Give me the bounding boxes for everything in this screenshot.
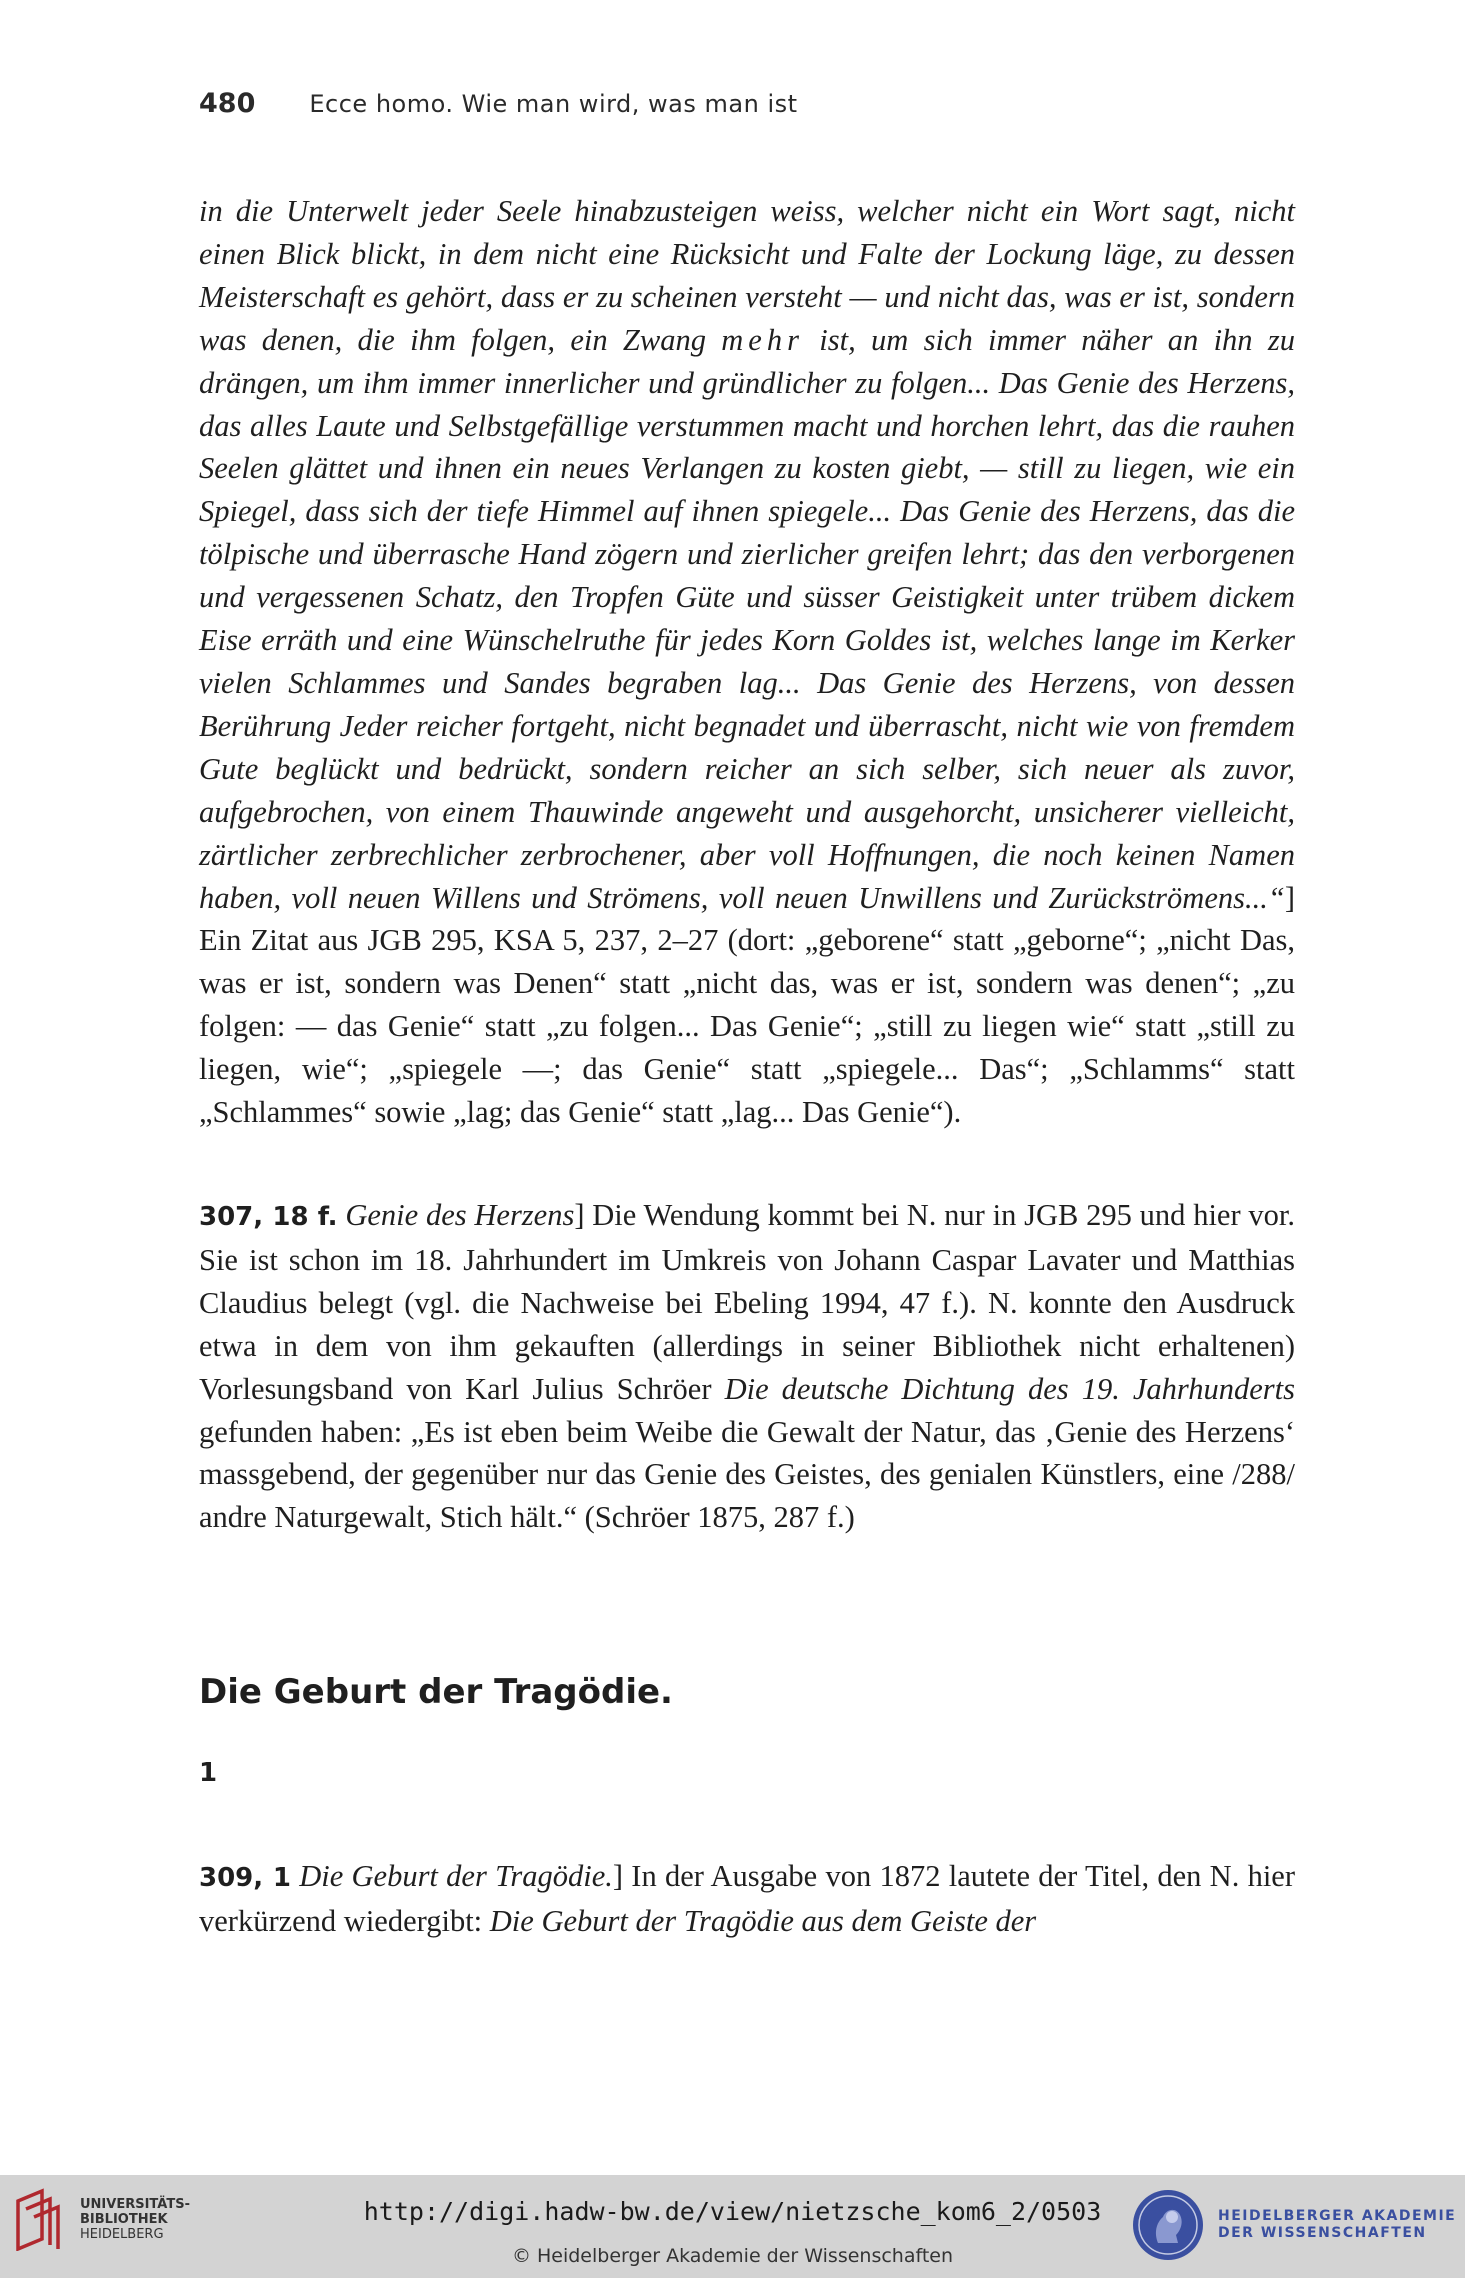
footer-bar [0, 2175, 1465, 2278]
copyright-notice: © Heidelberger Akademie der Wissenschaften [511, 2245, 954, 2267]
page-number: 480 [199, 88, 256, 119]
line-reference: 307, 18 f. [199, 1202, 338, 1232]
commentary-note [199, 1194, 1295, 1539]
page-header [199, 88, 798, 119]
academy-seal-icon [1130, 2187, 1206, 2263]
lemma: Die Geburt der Tragödie. [299, 1859, 613, 1893]
quotation-commentary: ] Ein Zitat aus JGB 295, KSA 5, 237, 2–27 (dort: „geborene“ statt „geborne“; „nicht Das, was er ist, sondern was Denen“ statt „nicht das, was er ist, sondern was denen“; „zu folgen: — das Genie“ statt „zu folgen... Das Genie“; „still zu liegen wie“ statt „still zu liegen, wie“; „spiegele —; das Genie“ statt „spiegele... Das“; „Schlamms“ statt „Schlammes“ sowie „lag; das Genie“ statt „lag... Das Genie“). [199, 880, 1295, 1130]
book-title: Die deutsche Dichtung des 19. Jahrhunderts [724, 1371, 1295, 1406]
note-paragraph: 307, 18 f. Genie des Herzens] Die Wendung kommt bei N. nur in JGB 295 und hier vor. Sie ist schon im 18. Jahrhundert im Umkreis von Johann Caspar Lavater und Matthias Claudius belegt (vgl. die Nachweise bei Ebeling 1994, 47 f.). N. konnte den Ausdruck etwa in dem von ihm gekauften (allerdings in seiner Bibliothek nicht erhaltenen) Vorlesungsband von Karl Julius Schröer Die deutsche Dichtung des 19. Jahrhunderts gefunden haben: „Es ist eben beim Weibe die Gewalt der Natur, das ‚Genie des Herzens‘ massgebend, der gegenüber nur das Genie des Geistes, des genialen Künstlers, eine /288/ andre Naturgewalt, Stich hält.“ (Schröer 1875, 287 f.) [199, 1198, 1296, 1535]
book-title: Die Geburt der Tragödie aus dem Geiste der [489, 1903, 1037, 1938]
academy-logo[interactable] [1130, 2187, 1456, 2263]
spaced-emphasis: mehr [721, 322, 804, 357]
running-head: Ecce homo. Wie man wird, was man ist [309, 90, 798, 118]
quotation-block [199, 190, 1295, 1134]
quotation-paragraph [199, 190, 1295, 1134]
section-number: 1 [199, 1758, 218, 1788]
quotation-text: in die Unterwelt jeder Seele hinabzusteigen weiss, welcher nicht ein Wort sagt, nicht einen Blick blickt, in dem nicht eine Rücksicht und Falte der Lockung läge, zu dessen Meisterschaft es gehört, dass er zu scheinen versteht — und nicht das, was er ist, sondern was denen, die ihm folgen, ein Zwang mehr ist, um sich immer näher an ihn zu drängen, um ihm immer innerlicher und gründlicher zu folgen... Das Genie des Herzens, das alles Laute und Selbstgefällige verstummen macht und horchen lehrt, das die rauhen Seelen glättet und ihnen ein neues Verlangen zu kosten giebt, — still zu liegen, wie ein Spiegel, dass sich der tiefe Himmel auf ihnen spiegele... Das Genie des Herzens, das die tölpische und überrasche Hand zögern und zierlicher greifen lehrt; das den verborgenen und vergessenen Schatz, den Tropfen Güte und süsser Geistigkeit unter trübem dickem Eise erräth und eine Wünschelruthe für jedes Korn Goldes ist, welches lange im Kerker vielen Schlammes und Sandes begraben lag... Das Genie des Herzens, von dessen Berührung Jeder reicher fortgeht, nicht begnadet und überrascht, nicht wie von fremdem Gute beglückt und bedrückt, sondern reicher an sich selber, sich neuer als zuvor, aufgebrochen, von einem Thauwinde angeweht und ausgehorcht, unsicherer vielleicht, zärtlicher zerbrechlicher zerbrochener, aber voll Hoffnungen, die noch keinen Namen haben, voll neuen Willens und Strömens, voll neuen Unwillens und Zurückströmens...“ [199, 194, 1295, 915]
lemma: Genie des Herzens [345, 1198, 575, 1232]
ub-logo-text: UNIVERSITÄTS- BIBLIOTHEK HEIDELBERG [80, 2196, 190, 2242]
note-paragraph: 309, 1 Die Geburt der Tragödie.] In der Ausgabe von 1872 lautete der Titel, den N. hier verkürzend wiedergibt: Die Geburt der Tragödie aus dem Geiste der [199, 1859, 1296, 1938]
line-reference: 309, 1 [199, 1863, 291, 1893]
academy-logo-text: HEIDELBERGER AKADEMIE DER WISSENSCHAFTEN [1218, 2208, 1457, 2241]
commentary-note [199, 1855, 1295, 1943]
section-heading: Die Geburt der Tragödie. [199, 1672, 673, 1712]
source-url-link[interactable]: http://digi.hadw-bw.de/view/nietzsche_kom6_2/0503 [363, 2197, 1102, 2226]
